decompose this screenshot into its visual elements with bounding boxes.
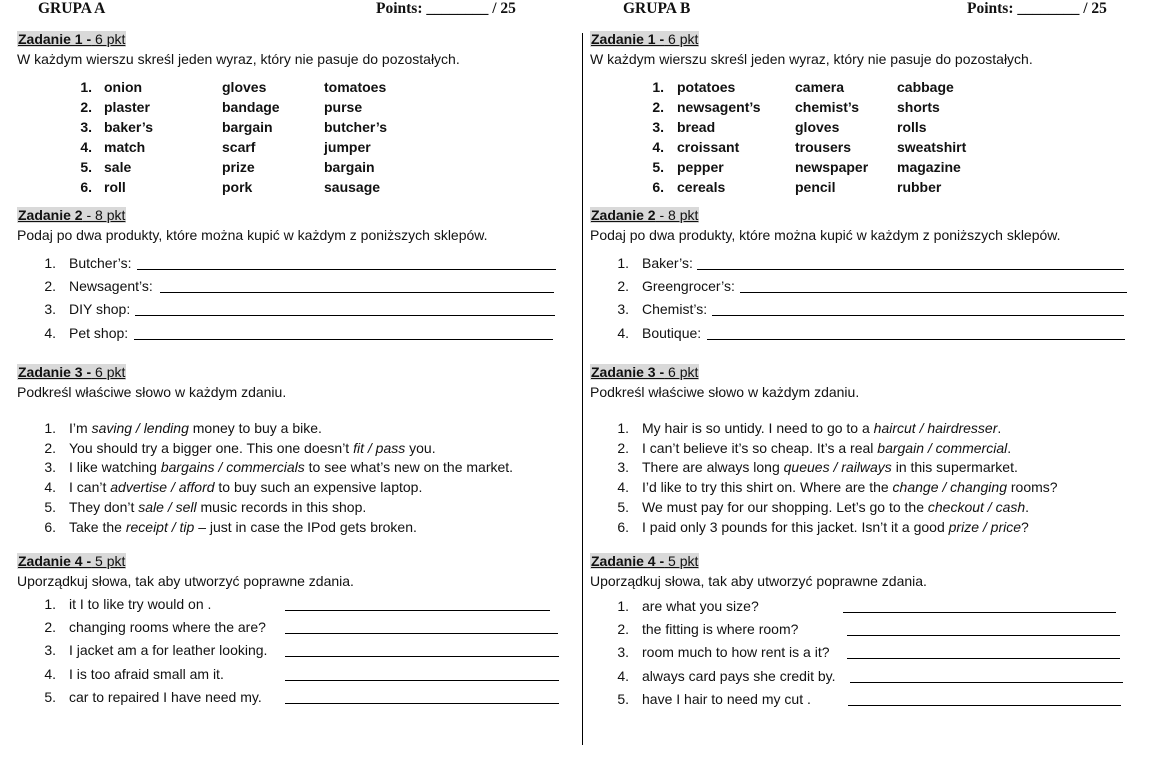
sentence: I’m saving / lending money to buy a bike. — [69, 420, 322, 436]
task3-instruction: Podkreśl właściwe słowo w każdym zdaniu. — [590, 384, 860, 400]
word-cell[interactable]: sale — [104, 159, 132, 175]
word-choice[interactable]: saving / lending — [91, 420, 189, 436]
task1-heading: Zadanie 1 - 6 pkt — [591, 31, 699, 47]
word-cell[interactable]: bargain — [324, 159, 375, 175]
scrambled-sentence: room much to how rent is a it? — [642, 644, 830, 660]
answer-line[interactable] — [707, 339, 1125, 340]
word-choice[interactable]: queues / railways — [783, 459, 892, 475]
scrambled-sentence: changing rooms where the are? — [69, 619, 266, 635]
word-choice[interactable]: haircut / hairdresser — [873, 420, 998, 436]
scrambled-sentence: always card pays she credit by. — [642, 668, 836, 684]
word-cell[interactable]: jumper — [324, 139, 371, 155]
task2-instruction: Podaj po dwa produkty, które można kupić w każdym z poniższych sklepów. — [17, 227, 488, 243]
answer-line[interactable] — [285, 633, 558, 634]
word-cell[interactable]: prize — [222, 159, 255, 175]
scrambled-sentence: it I to like try would on . — [69, 596, 212, 612]
word-cell[interactable]: newsagent’s — [677, 99, 761, 115]
answer-line[interactable] — [135, 315, 555, 316]
word-cell[interactable]: sweatshirt — [897, 139, 967, 155]
word-choice[interactable]: fit / pass — [353, 440, 406, 456]
word-cell[interactable]: chemist’s — [795, 99, 860, 115]
answer-line[interactable] — [843, 612, 1116, 613]
answer-line[interactable] — [740, 292, 1127, 293]
word-cell[interactable]: onion — [104, 79, 143, 95]
task3-heading: Zadanie 3 - 6 pkt — [18, 364, 126, 380]
task1-instruction: W każdym wierszu skreśl jeden wyraz, który nie pasuje do pozostałych. — [17, 51, 460, 67]
shop-label: Boutique: — [642, 325, 702, 341]
word-cell[interactable]: croissant — [677, 139, 740, 155]
task4-heading: Zadanie 4 - 5 pkt — [18, 553, 126, 569]
sentence: We must pay for our shopping. Let’s go to the checkout / cash. — [642, 499, 1030, 515]
group-b-title: GRUPA B — [623, 0, 691, 17]
word-cell[interactable]: pencil — [795, 179, 836, 195]
word-cell[interactable]: scarf — [222, 139, 256, 155]
shop-label: Baker’s: — [642, 255, 693, 271]
group-a-title: GRUPA A — [38, 0, 106, 17]
word-choice[interactable]: bargain / commercial — [877, 440, 1008, 456]
answer-line[interactable] — [134, 339, 553, 340]
scrambled-sentence: I is too afraid small am it. — [69, 666, 224, 682]
word-cell[interactable]: bandage — [222, 99, 280, 115]
word-cell[interactable]: match — [104, 139, 146, 155]
shop-label: Newsagent’s: — [69, 278, 153, 294]
answer-line[interactable] — [712, 315, 1124, 316]
word-cell[interactable]: cabbage — [897, 79, 954, 95]
word-choice[interactable]: change / changing — [892, 479, 1007, 495]
group-a-column: GRUPA A Points: ________ / 25 Zadanie 1 - 6 pkt W każdym wierszu skreśl jeden wyraz, który nie pasuje do pozostałych. 1. onion gloves tomatoes 2. plaster bandage purse 3. baker’s bargain butcher’s 4. match scarf jumper 5. sale prize bargain 6. roll pork sausage Zadanie 2 - 8 pkt Podaj po dwa produkty, które można kupić w każdym z poniższych sklepów. 1. Butcher’s: 2. Newsagent’s: 3. DIY shop: 4. Pet shop: Zadanie 3 - 6 pkt Podkreśl właściwe słowo w każdym zdaniu. 1. I’m saving / lending money to buy a bike. 2. You should try a bigger one. This one doesn’t fit / pass you. 3. I like watching bargains / commercials to see what’s new on the market. 4. I can’t advertise / afford to buy such an expensive laptop. 5. They don’t sale / sell music records in this shop. 6. Take the receipt / tip – just in case the IPod gets broken. Zadanie 4 - 5 pkt Uporządkuj słowa, tak aby utworzyć poprawne zdania. 1. it I to like try would on . 2. changing rooms where the are? 3. I jacket am a for leather looking. 4. I is too afraid small am it. 5. car to repaired I have need my. — [0, 0, 575, 771]
word-choice[interactable]: sale / sell — [138, 499, 197, 515]
answer-line[interactable] — [697, 269, 1124, 270]
word-cell[interactable]: pork — [222, 179, 253, 195]
word-choice[interactable]: advertise / afford — [110, 479, 215, 495]
sentence: I can’t believe it’s so cheap. It’s a real bargain / commercial. — [642, 440, 1012, 456]
word-choice[interactable]: receipt / tip — [125, 519, 195, 535]
word-cell[interactable]: plaster — [104, 99, 150, 115]
word-choice[interactable]: checkout / cash — [927, 499, 1026, 515]
word-cell[interactable]: newspaper — [795, 159, 869, 175]
word-cell[interactable]: roll — [104, 179, 126, 195]
group-b-column: GRUPA B Points: ________ / 25 Zadanie 1 - 6 pkt W każdym wierszu skreśl jeden wyraz, który nie pasuje do pozostałych. 1. potatoes camera cabbage 2. newsagent’s chemist’s shorts 3. bread gloves rolls 4. croissant trousers sweatshirt 5. pepper newspaper magazine 6. cereals pencil rubber Zadanie 2 - 8 pkt Podaj po dwa produkty, które można kupić w każdym z poniższych sklepów. 1. Baker’s: 2. Greengrocer’s: 3. Chemist’s: 4. Boutique: Zadanie 3 - 6 pkt Podkreśl właściwe słowo w każdym zdaniu. 1. My hair is so untidy. I need to go to a haircut / hairdresser. 2. I can’t believe it’s so cheap. It’s a real bargain / commercial. 3. There are always long queues / railways in this supermarket. 4. I’d like to try this shirt on. Where are the change / changing rooms? 5. We must pay for our shopping. Let’s go to the checkout / cash. 6. I paid only 3 pounds for this jacket. Isn’t it a good prize / price? Zadanie 4 - 5 pkt Uporządkuj słowa, tak aby utworzyć poprawne zdania. 1. are what you size? 2. the fitting is where room? 3. room much to how rent is a it? 4. always card pays she credit by. 5. have I hair to need my cut . — [583, 0, 1154, 771]
sentence: I can’t advertise / afford to buy such an expensive laptop. — [69, 479, 423, 495]
task2-heading: Zadanie 2 - 8 pkt — [18, 207, 126, 223]
word-cell[interactable]: tomatoes — [324, 79, 387, 95]
answer-line[interactable] — [850, 682, 1123, 683]
task4-heading: Zadanie 4 - 5 pkt — [591, 553, 699, 569]
sentence: Take the receipt / tip – just in case the IPod gets broken. — [69, 519, 417, 535]
sentence: I like watching bargains / commercials to see what’s new on the market. — [69, 459, 514, 475]
answer-line[interactable] — [285, 680, 559, 681]
sentence: I paid only 3 pounds for this jacket. Isn’t it a good prize / price? — [642, 519, 1029, 535]
task3-heading: Zadanie 3 - 6 pkt — [591, 364, 699, 380]
word-cell[interactable]: bargain — [222, 119, 273, 135]
task2-heading: Zadanie 2 - 8 pkt — [591, 207, 699, 223]
word-cell[interactable]: cereals — [677, 179, 726, 195]
sentence: I’d like to try this shirt on. Where are the change / changing rooms? — [642, 479, 1058, 495]
word-cell[interactable]: gloves — [795, 119, 840, 135]
shop-label: Chemist’s: — [642, 301, 708, 317]
word-cell[interactable]: camera — [795, 79, 845, 95]
answer-line[interactable] — [285, 703, 559, 704]
word-cell[interactable]: rubber — [897, 179, 942, 195]
shop-label: Greengrocer’s: — [642, 278, 735, 294]
answer-line[interactable] — [847, 635, 1120, 636]
word-cell[interactable]: trousers — [795, 139, 852, 155]
group-b-points: Points: ________ / 25 — [967, 0, 1107, 17]
word-cell[interactable]: magazine — [897, 159, 961, 175]
sentence: There are always long queues / railways in this supermarket. — [642, 459, 1018, 475]
word-cell[interactable]: bread — [677, 119, 716, 135]
word-cell[interactable]: rolls — [897, 119, 927, 135]
task1-heading: Zadanie 1 - 6 pkt — [18, 31, 126, 47]
group-a-points: Points: ________ / 25 — [376, 0, 516, 17]
answer-line[interactable] — [847, 658, 1120, 659]
answer-line[interactable] — [285, 610, 550, 611]
word-cell[interactable]: sausage — [324, 179, 381, 195]
answer-line[interactable] — [848, 705, 1121, 706]
scrambled-sentence: have I hair to need my cut . — [642, 691, 811, 707]
scrambled-sentence: the fitting is where room? — [642, 621, 799, 637]
task3-instruction: Podkreśl właściwe słowo w każdym zdaniu. — [17, 384, 287, 400]
task2-instruction: Podaj po dwa produkty, które można kupić w każdym z poniższych sklepów. — [590, 227, 1061, 243]
task4-instruction: Uporządkuj słowa, tak aby utworzyć poprawne zdania. — [17, 573, 354, 589]
word-cell[interactable]: shorts — [897, 99, 940, 115]
word-choice[interactable]: bargains / commercials — [160, 459, 305, 475]
word-choice[interactable]: prize / price — [948, 519, 1021, 535]
word-cell[interactable]: baker’s — [104, 119, 154, 135]
shop-label: Butcher’s: — [69, 255, 132, 271]
sentence: They don’t sale / sell music records in this shop. — [69, 499, 367, 515]
word-cell[interactable]: purse — [324, 99, 363, 115]
word-cell[interactable]: pepper — [677, 159, 724, 175]
shop-label: Pet shop: — [69, 325, 129, 341]
scrambled-sentence: car to repaired I have need my. — [69, 689, 262, 705]
sentence: You should try a bigger one. This one doesn’t fit / pass you. — [69, 440, 436, 456]
task4-instruction: Uporządkuj słowa, tak aby utworzyć poprawne zdania. — [590, 573, 927, 589]
answer-line[interactable] — [285, 656, 559, 657]
word-cell[interactable]: gloves — [222, 79, 267, 95]
shop-label: DIY shop: — [69, 301, 131, 317]
answer-line[interactable] — [160, 292, 554, 293]
scrambled-sentence: are what you size? — [642, 598, 759, 614]
word-cell[interactable]: butcher’s — [324, 119, 388, 135]
scrambled-sentence: I jacket am a for leather looking. — [69, 642, 268, 658]
answer-line[interactable] — [137, 269, 556, 270]
word-cell[interactable]: potatoes — [677, 79, 736, 95]
sentence: My hair is so untidy. I need to go to a haircut / hairdresser. — [642, 420, 1002, 436]
task1-instruction: W każdym wierszu skreśl jeden wyraz, który nie pasuje do pozostałych. — [590, 51, 1033, 67]
